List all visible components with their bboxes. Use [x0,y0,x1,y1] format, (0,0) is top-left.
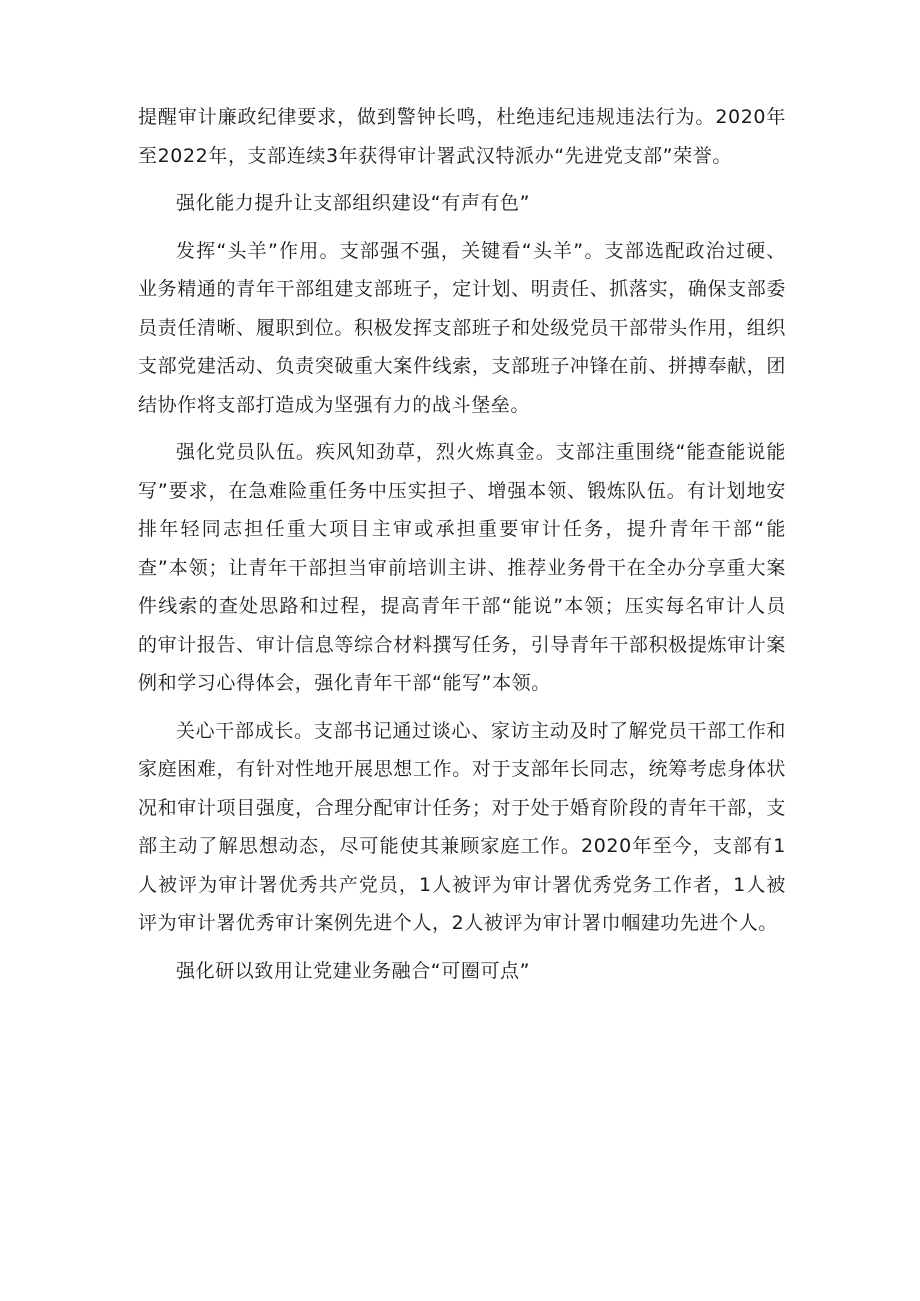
document-body [138,98,786,990]
section-heading-organization: 强化能力提升让支部组织建设“有声有色” [176,192,531,214]
paragraph-cadre-growth: 关心干部成长。支部书记通过谈心、家访主动及时了解党员干部工作和家庭困难，有针对性地开展思想工作。对于支部年长同志，统筹考虑身体状况和审计项目强度，合理分配审计任务；对于处于婚育阶段的青年干部，支部主动了解思想动态，尽可能使其兼顾家庭工作。2020年至今，支部有1人被评为审计署优秀共产党员，1人被评为审计署优秀党务工作者，1人被评为审计署优秀审计案例先进个人，2人被评为审计署巾帼建功先进个人。 [138,719,786,934]
paragraph-continued-text: 提醒审计廉政纪律要求，做到警钟长鸣，杜绝违纪违规违法行为。2020年至2022年，支部连续3年获得审计署武汉特派办“先进党支部”荣誉。 [138,106,786,167]
paragraph-leadership-role: 发挥“头羊”作用。支部强不强，关键看“头羊”。支部选配政治过硬、业务精通的青年干部组建支部班子，定计划、明责任、抓落实，确保支部委员责任清晰、履职到位。积极发挥支部班子和处级党员干部带头作用，组织支部党建活动、负责突破重大案件线索，支部班子冲锋在前、拼搏奉献，团结协作将支部打造成为坚强有力的战斗堡垒。 [138,239,786,416]
paragraph-member-team: 强化党员队伍。疾风知劲草，烈火炼真金。支部注重围绕“能查能说能写”要求，在急难险重任务中压实担子、增强本领、锻炼队伍。有计划地安排年轻同志担任重大项目主审或承担重要审计任务，提升青年干部“能查”本领；让青年干部担当审前培训主讲、推荐业务骨干在全办分享重大案件线索的查处思路和过程，提高青年干部“能说”本领；压实每名审计人员的审计报告、审计信息等综合材料撰写任务，引导青年干部积极提炼审计案例和学习心得体会，强化青年干部“能写”本领。 [138,441,786,694]
section-heading-integration: 强化研以致用让党建业务融合“可圈可点” [176,959,531,982]
